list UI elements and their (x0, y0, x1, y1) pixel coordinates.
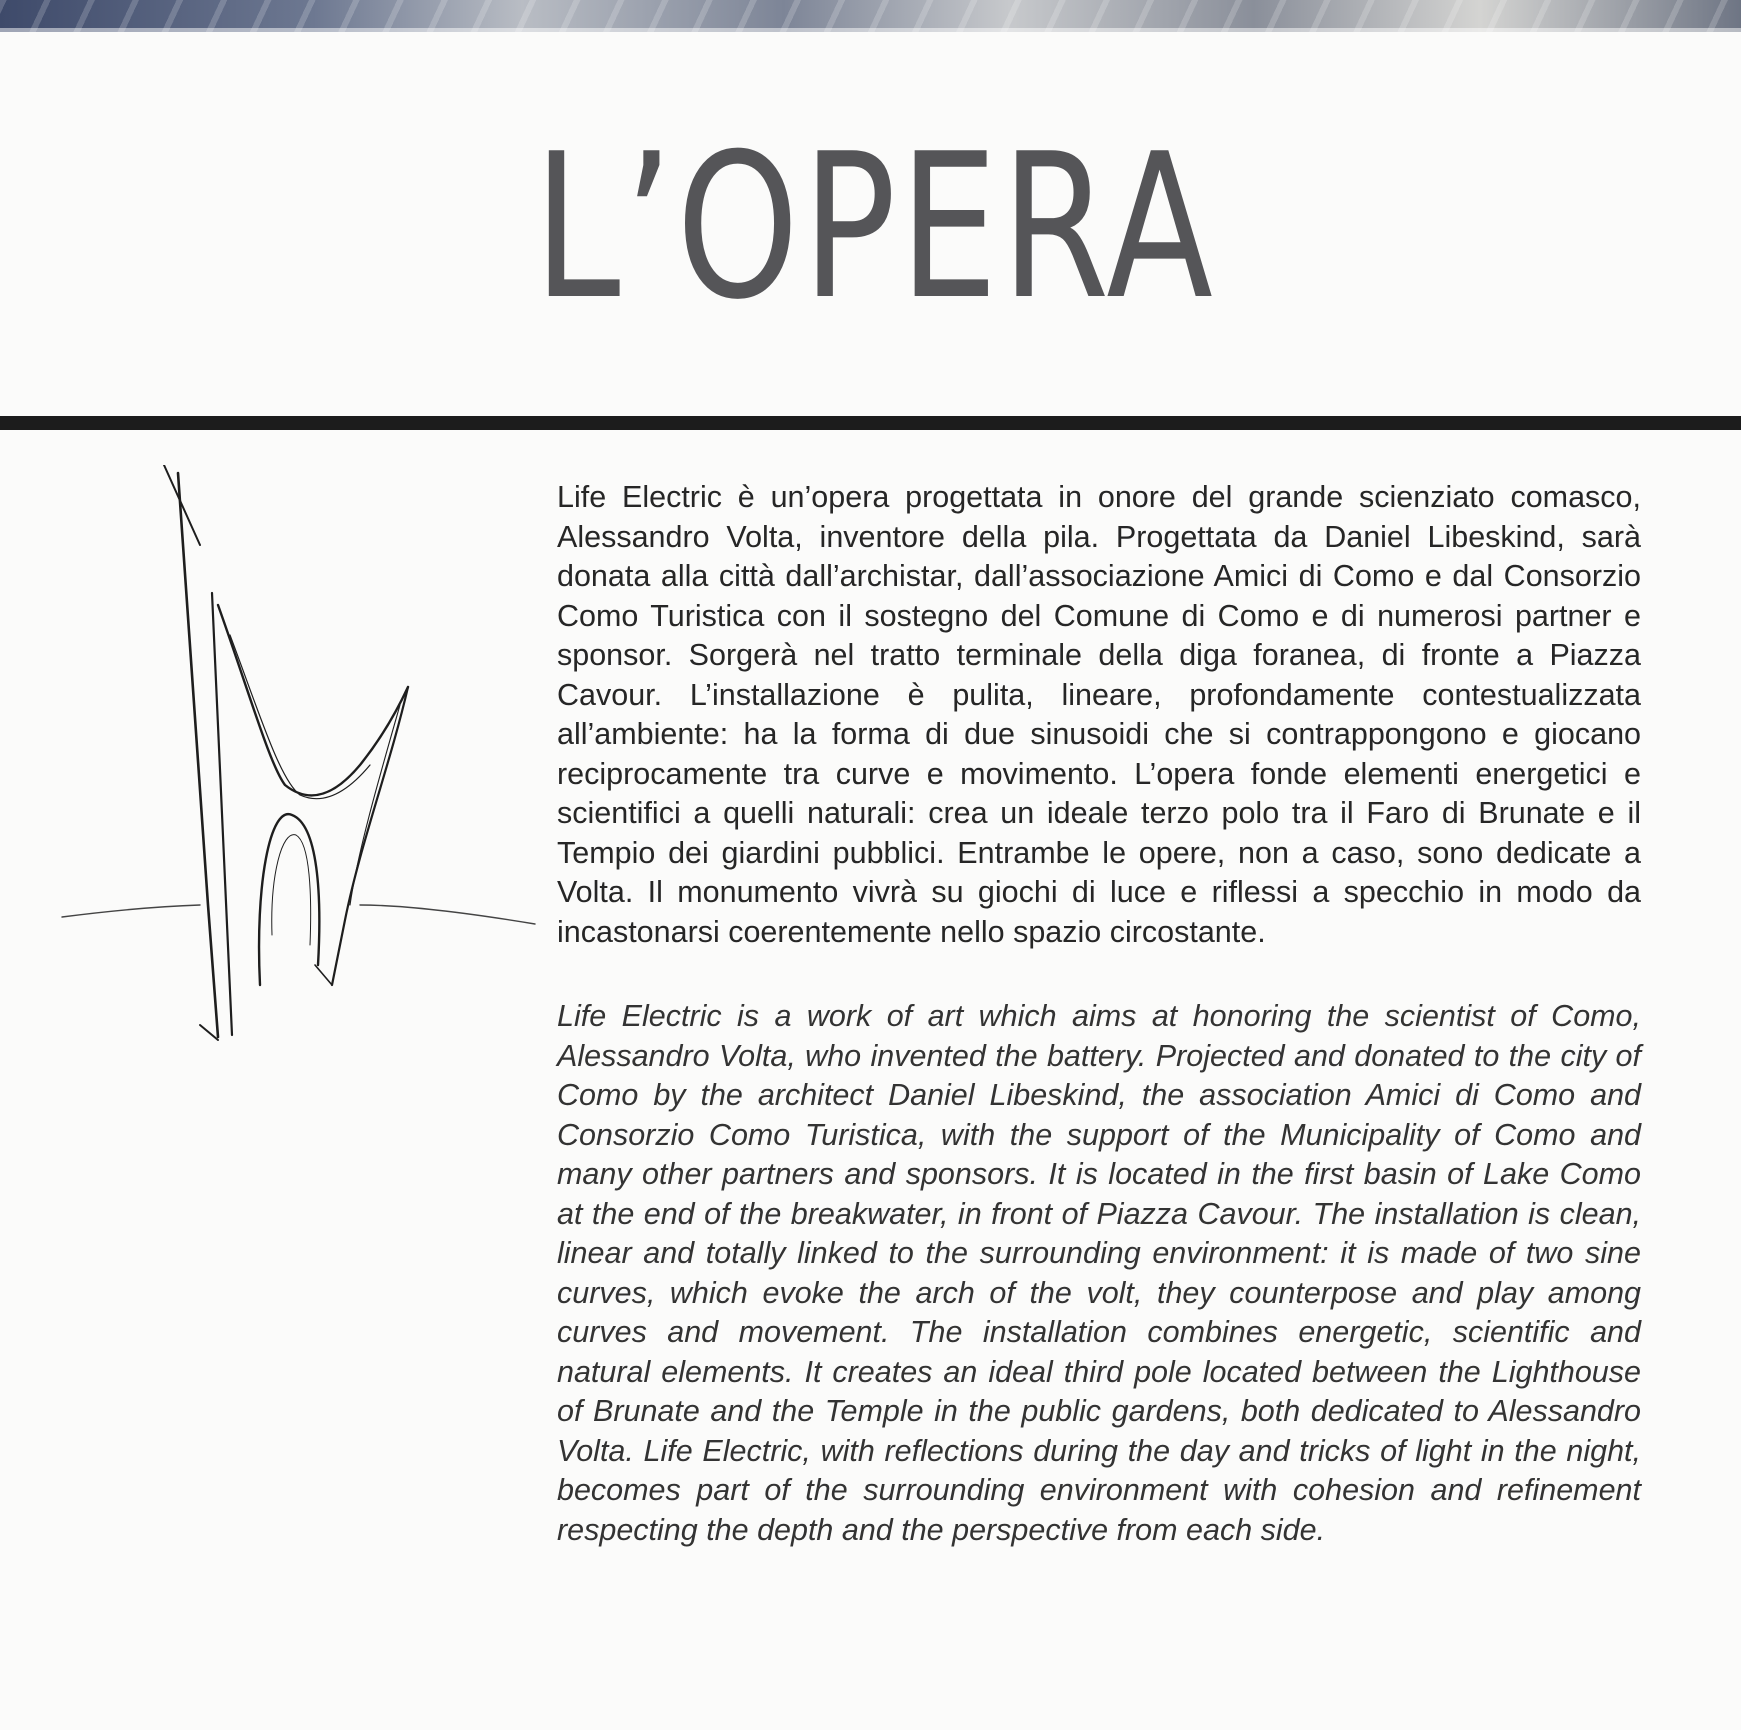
left-mast-outer (178, 473, 218, 1037)
right-leg (332, 687, 408, 985)
text-column (557, 478, 1641, 1550)
left-mast-front (212, 593, 232, 1035)
horizon-line-right (360, 905, 535, 924)
main-sine-curve (218, 605, 408, 795)
page-title: L’OPERA (533, 111, 1217, 344)
base-tick-left (200, 1025, 218, 1040)
english-paragraph: Life Electric is a work of art which aims at honoring the scientist of Como, Alessandro Volta, who invented the battery. Projected and donated to the city of Como by the architect Daniel Libeskind, the association Amici di Como and Consorzio Como Turistica, with the support of the Municipality of Como and many other partners and sponsors. It is located in the first basin of Lake Como at the end of the breakwater, in front of Piazza Cavour. The installation is clean, linear and totally linked to the surrounding environment: it is made of two sine curves, which evoke the arch of the volt, they counterpose and play among curves and movement. The installation combines energetic, scientific and natural elements. It creates an ideal third pole located between the Lighthouse of Brunate and the Temple in the public gardens, both dedicated to Alessandro Volta. Life Electric, with reflections during the day and tricks of light in the night, becomes part of the surrounding environment with cohesion and refinement respecting the depth and the perspective from each side. (557, 999, 1641, 1547)
top-photo-strip (0, 0, 1741, 32)
life-electric-sculpture-icon (60, 465, 540, 1055)
horizon-line-left (62, 905, 200, 917)
italian-paragraph: Life Electric è un’opera progettata in onore del grande scienziato comasco, Alessandro Volta, inventore della pila. Progettata da Daniel Libeskind, sarà donata alla città dall’archistar, dall’associazione Amici di Como e dal Consorzio Como Turistica con il sostegno del Comune di Como e di numerosi partner e sponsor. Sorgerà nel tratto terminale della diga foranea, di fronte a Piazza Cavour. L’installazione è pulita, lineare, profondamente contestualizzata all’ambiente: ha la forma di due sinusoidi che si contrappongono e giocano reciprocamente tra curve e movimento. L’opera fonde elementi energetici e scientifici a quelli naturali: crea un ideale terzo polo tra il Faro di Brunate e il Tempio dei giardini pubblici. Entrambe le opere, non a caso, sono dedicate a Volta. Il monumento vivrà su giochi di luce e riflessi a specchio in modo da incastonarsi coerentemente nello spazio circostante. (557, 480, 1641, 949)
main-sine-curve-inner (230, 635, 370, 799)
divider-rule (0, 416, 1741, 430)
base-tick-right (315, 965, 332, 985)
inner-arch-shadow (272, 835, 311, 945)
